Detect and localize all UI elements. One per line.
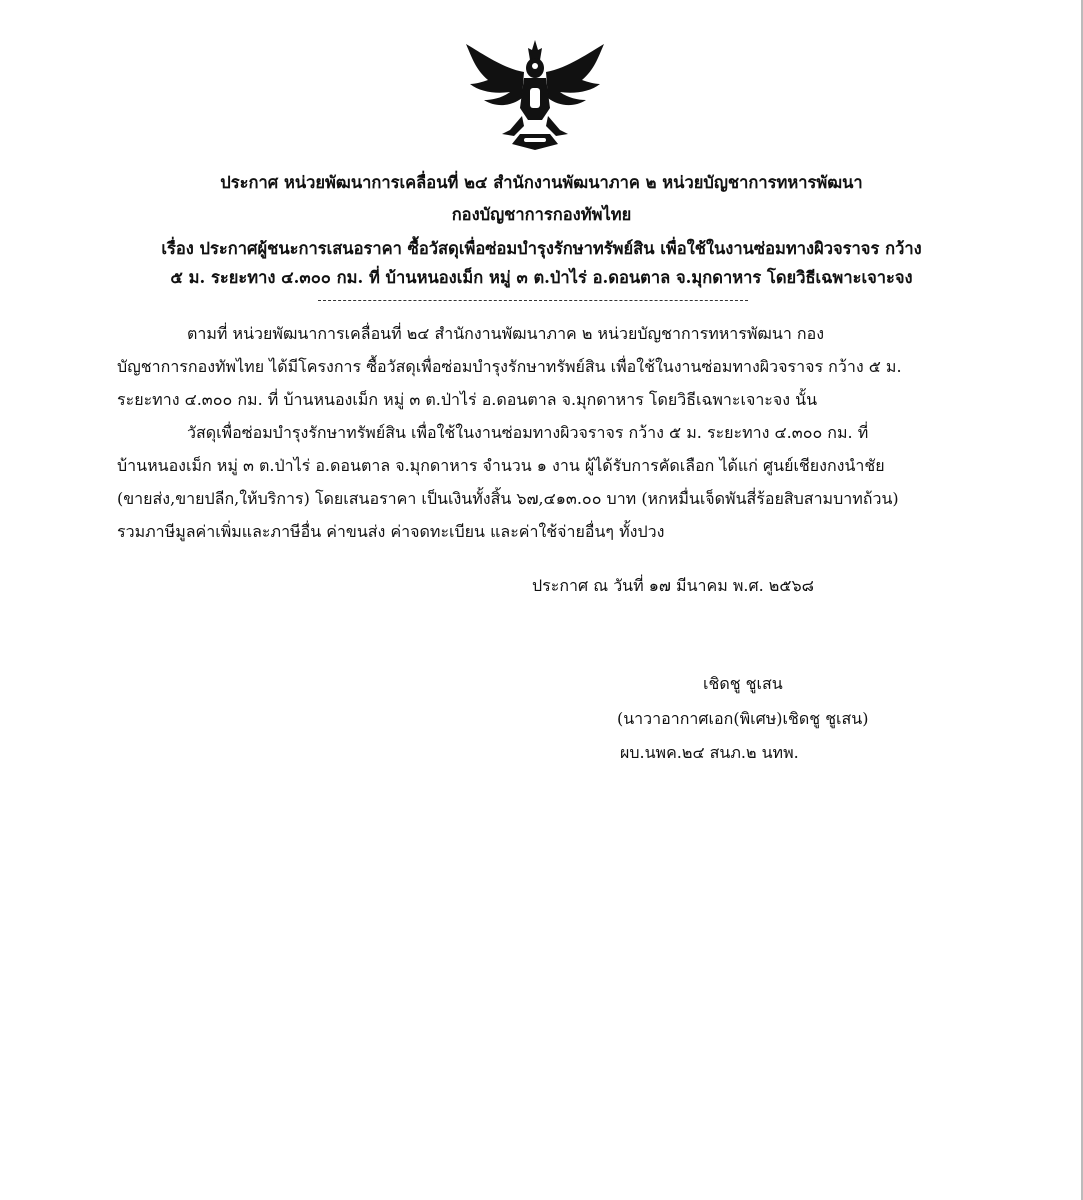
heading-subject-line1: เรื่อง ประกาศผู้ชนะการเสนอราคา ซื้อวัสดุเพื่อซ่อมบำรุงรักษาทรัพย์สิน เพื่อใช้ในงานซ่อมทางผิวจราจร กว้าง bbox=[161, 239, 922, 258]
body-paragraph1-line3: ระยะทาง ๔.๓๐๐ กม. ที่ บ้านหนองเม็ก หมู่ ๓ ต.ป่าไร่ อ.ดอนตาล จ.มุกดาหาร โดยวิธีเฉพาะเจาะจง นั้น bbox=[117, 390, 818, 409]
body-paragraph1-line2: บัญชาการกองทัพไทย ได้มีโครงการ ซื้อวัสดุเพื่อซ่อมบำรุงรักษาทรัพย์สิน เพื่อใช้ในงานซ่อมทางผิวจราจร กว้าง ๕ ม. bbox=[117, 357, 902, 376]
signature-name: เชิดชู ชูเสน bbox=[703, 674, 783, 693]
body-paragraph2-line2: บ้านหนองเม็ก หมู่ ๓ ต.ป่าไร่ อ.ดอนตาล จ.มุกดาหาร จำนวน ๑ งาน ผู้ได้รับการคัดเลือก ได้แก่ ศูนย์เชียงกงนำชัย bbox=[117, 456, 885, 475]
heading-announcement: ประกาศ หน่วยพัฒนาการเคลื่อนที่ ๒๔ สำนักงานพัฒนาภาค ๒ หน่วยบัญชาการทหารพัฒนา bbox=[220, 173, 863, 192]
heading-subject-line2: ๕ ม. ระยะทาง ๔.๓๐๐ กม. ที่ บ้านหนองเม็ก หมู่ ๓ ต.ป่าไร่ อ.ดอนตาล จ.มุกดาหาร โดยวิธีเฉพาะเจาะจง bbox=[170, 268, 913, 287]
body-paragraph2-line4: รวมภาษีมูลค่าเพิ่มและภาษีอื่น ค่าขนส่ง ค่าจดทะเบียน และค่าใช้จ่ายอื่นๆ ทั้งปวง bbox=[117, 522, 665, 541]
signer-full-name: (นาวาอากาศเอก(พิเศษ)เชิดชู ชูเสน) bbox=[617, 709, 869, 728]
heading-organization: กองบัญชาการกองทัพไทย bbox=[451, 205, 632, 224]
body-paragraph2-line1: วัสดุเพื่อซ่อมบำรุงรักษาทรัพย์สิน เพื่อใช้ในงานซ่อมทางผิวจราจร กว้าง ๕ ม. ระยะทาง ๔.๓๐๐ กม. ที่ bbox=[187, 423, 869, 442]
body-paragraph2-line3: (ขายส่ง,ขายปลีก,ให้บริการ) โดยเสนอราคา เป็นเงินทั้งสิ้น ๖๗,๔๑๓.๐๐ บาท (หกหมื่นเจ็ดพันสี่ร้อยสิบสามบาทถ้วน) bbox=[117, 489, 899, 508]
body-paragraph1-line1: ตามที่ หน่วยพัฒนาการเคลื่อนที่ ๒๔ สำนักงานพัฒนาภาค ๒ หน่วยบัญชาการทหารพัฒนา กอง bbox=[187, 324, 824, 343]
divider bbox=[318, 300, 748, 301]
announcement-date: ประกาศ ณ วันที่ ๑๗ มีนาคม พ.ศ. ๒๕๖๘ bbox=[532, 576, 814, 595]
signer-position: ผบ.นพค.๒๔ สนภ.๒ นทพ. bbox=[620, 743, 799, 762]
garuda-emblem-icon bbox=[462, 38, 608, 152]
